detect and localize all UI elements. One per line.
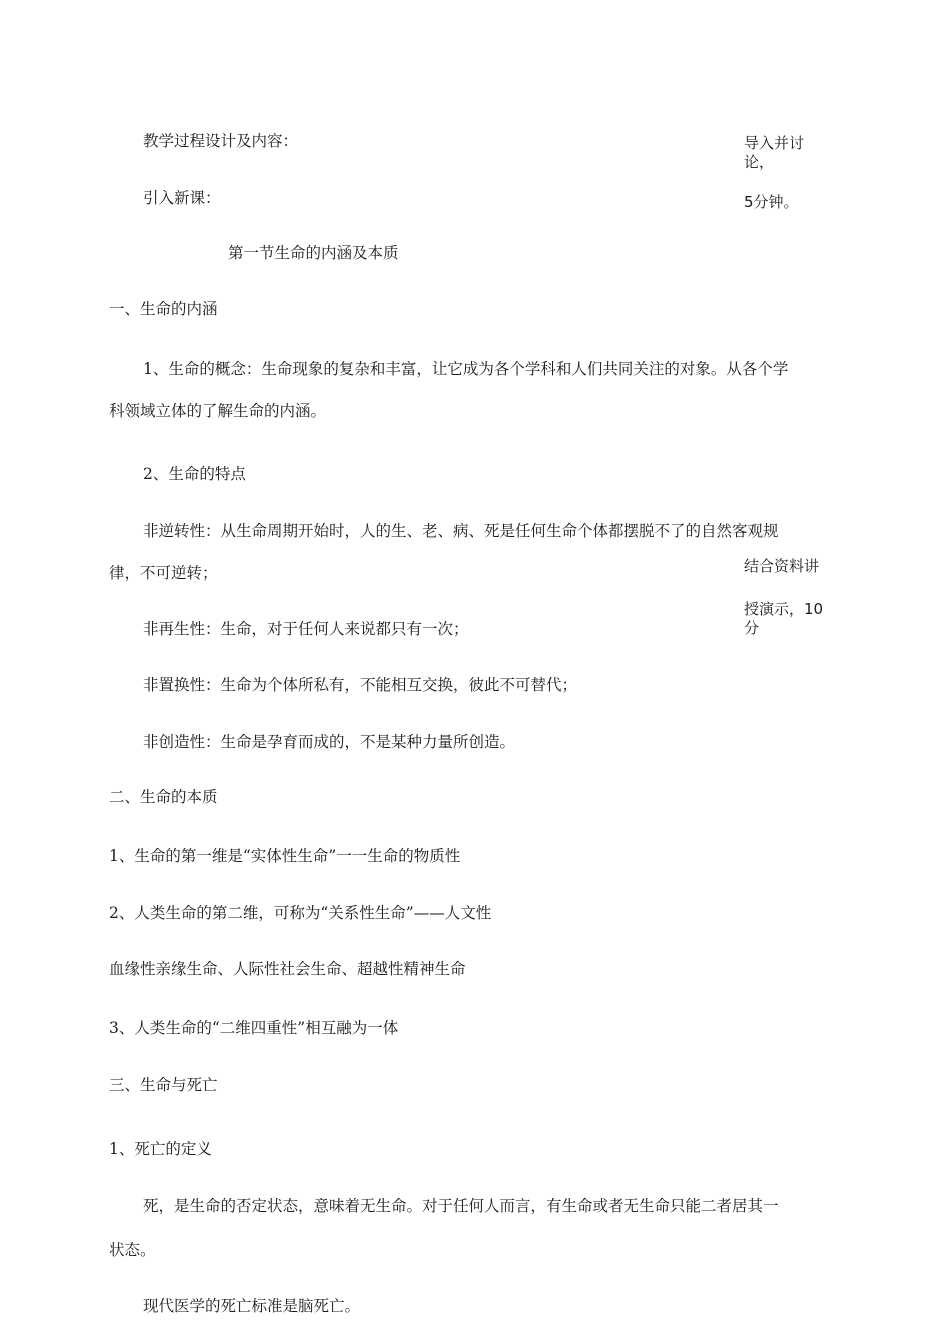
paragraph-line: 非置换性：生命为个体所私有，不能相互交换，彼此不可替代；	[143, 676, 578, 694]
side-note-line: 5分钟。	[744, 193, 799, 211]
paragraph-line: 死，是生命的否定状态，意味着无生命。对于任何人而言，有生命或者无生命只能二者居其一	[143, 1197, 779, 1215]
side-note-line: 分	[744, 619, 760, 637]
heading-3: 三、生命与死亡	[109, 1076, 218, 1094]
paragraph-line: 现代医学的死亡标准是脑死亡。	[143, 1297, 361, 1315]
paragraph-line: 状态。	[109, 1241, 156, 1259]
heading-intro: 引入新课：	[143, 189, 221, 207]
paragraph-line: 1、生命的第一维是“实体性生命”一一生命的物质性	[109, 847, 461, 865]
paragraph-line: 科领域立体的了解生命的内涵。	[109, 402, 327, 420]
side-note-line: 论，	[744, 153, 775, 171]
heading-1: 一、生命的内涵	[109, 300, 218, 318]
paragraph-line: 1、生命的概念：生命现象的复杂和丰富，让它成为各个学科和人们共同关注的对象。从各个学	[143, 360, 789, 378]
section-title: 第一节生命的内涵及本质	[228, 244, 399, 262]
side-note-line: 导入并讨	[744, 134, 805, 152]
heading-teaching-process: 教学过程设计及内容：	[143, 132, 299, 150]
heading-2: 二、生命的本质	[109, 788, 218, 806]
paragraph-line: 非逆转性：从生命周期开始时，人的生、老、病、死是任何生命个体都摆脱不了的自然客观规	[143, 522, 779, 540]
paragraph-line: 2、人类生命的第二维，可称为“关系性生命”——人文性	[109, 904, 492, 922]
paragraph-line: 血缘性亲缘生命、人际性社会生命、超越性精神生命	[109, 960, 466, 978]
side-note-line: 结合资料讲	[744, 557, 820, 575]
paragraph-line: 非创造性：生命是孕育而成的，不是某种力量所创造。	[143, 733, 516, 751]
side-note-line: 授演示，10	[744, 600, 824, 618]
subheading: 2、生命的特点	[143, 465, 246, 483]
paragraph-line: 律，不可逆转；	[109, 564, 218, 582]
subheading: 1、死亡的定义	[109, 1140, 212, 1158]
paragraph-line: 非再生性：生命，对于任何人来说都只有一次；	[143, 620, 469, 638]
paragraph-line: 3、人类生命的“二维四重性”相互融为一体	[109, 1019, 399, 1037]
